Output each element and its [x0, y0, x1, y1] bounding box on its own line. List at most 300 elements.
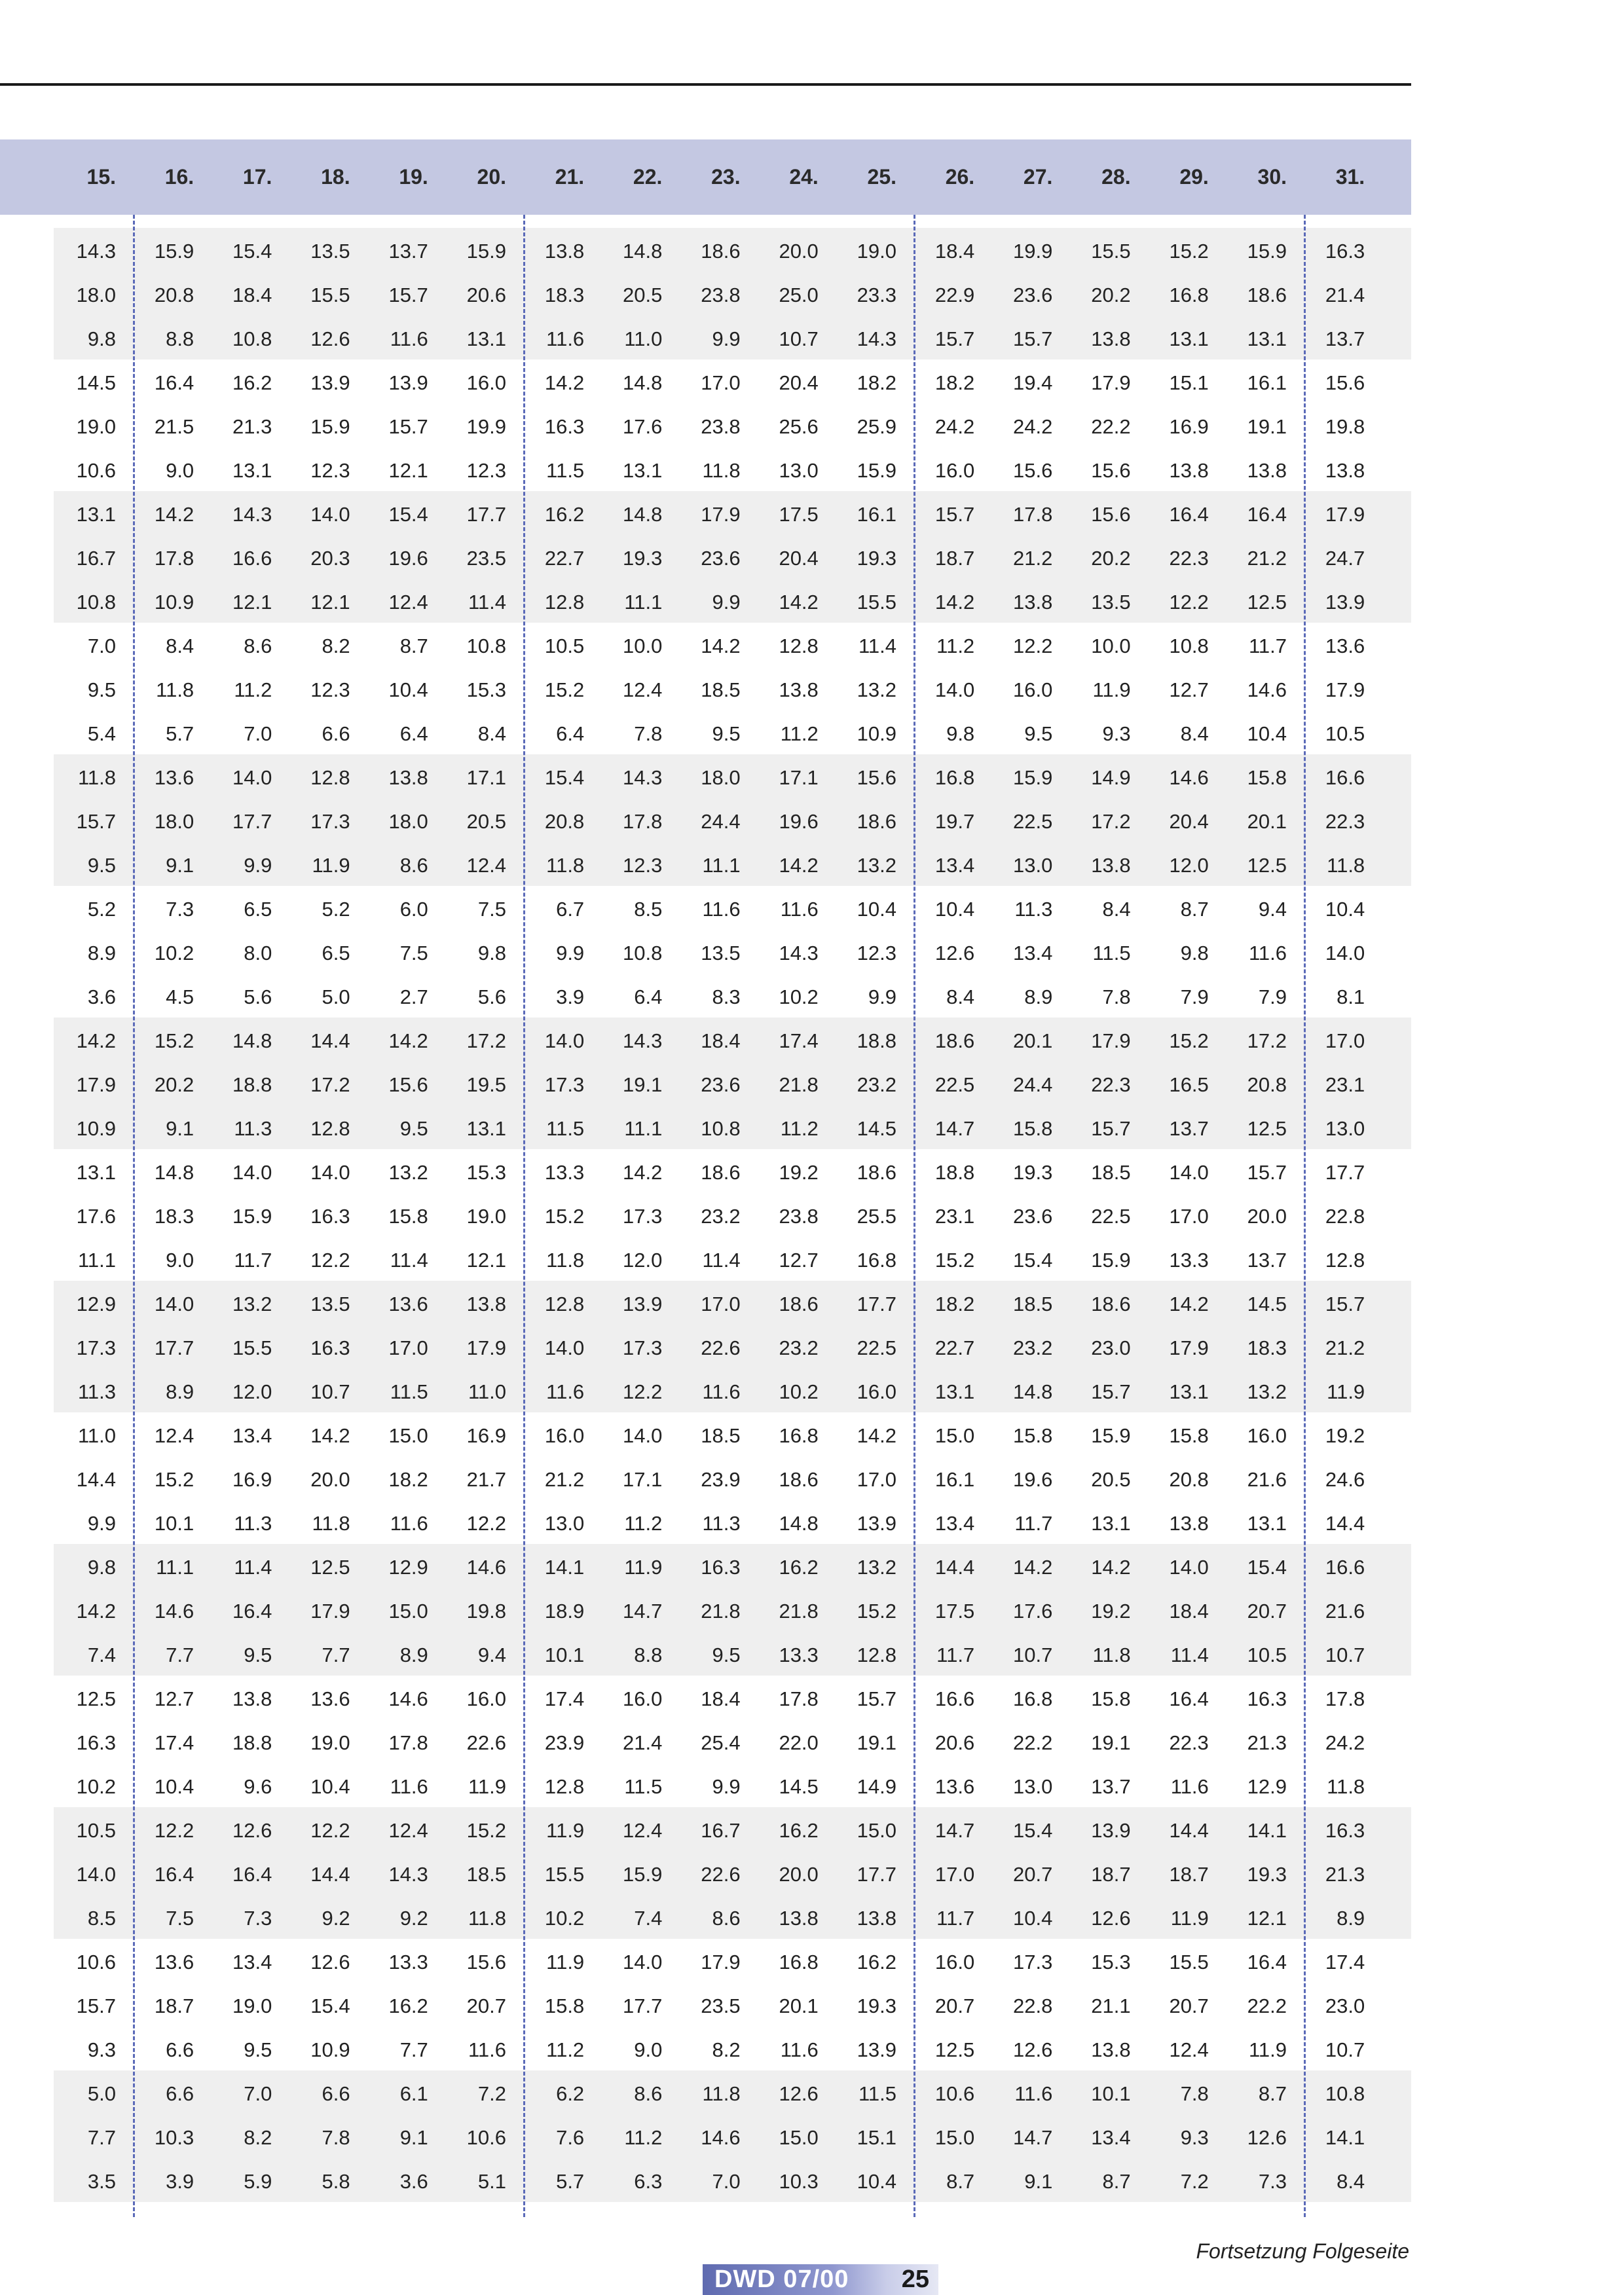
table-cell: 24.7	[1325, 547, 1365, 570]
table-cell: 13.1	[1247, 1512, 1287, 1535]
table-cell: 14.2	[154, 503, 194, 526]
table-cell: 11.4	[858, 634, 896, 657]
table-cell: 6.7	[556, 898, 585, 921]
table-cell: 8.4	[946, 985, 975, 1008]
table-cell: 16.0	[466, 1687, 506, 1710]
table-cell: 14.2	[779, 591, 819, 614]
table-cell: 13.4	[232, 1424, 272, 1447]
table-cell: 3.6	[399, 2170, 428, 2193]
table-cell: 20.8	[1169, 1468, 1209, 1491]
table-cell: 18.6	[934, 1029, 975, 1052]
table-cell: 20.2	[1091, 284, 1131, 306]
table-cell: 10.8	[466, 634, 506, 657]
table-cell: 11.3	[1014, 898, 1053, 921]
table-cell: 8.7	[946, 2170, 975, 2193]
table-cell: 3.9	[166, 2170, 194, 2193]
table-cell: 8.9	[1024, 985, 1053, 1008]
table-cell: 5.6	[244, 985, 272, 1008]
table-cell: 13.5	[1091, 591, 1131, 614]
table-cell: 14.6	[388, 1687, 428, 1710]
table-cell: 10.8	[1325, 2082, 1365, 2105]
top-rule	[0, 83, 1411, 86]
table-cell: 23.5	[466, 547, 506, 570]
table-cell: 25.6	[779, 415, 819, 438]
table-cell: 18.5	[466, 1863, 506, 1886]
table-cell: 18.2	[388, 1468, 428, 1491]
table-cell: 19.1	[1091, 1731, 1131, 1754]
table-cell: 18.6	[701, 240, 741, 263]
table-cell: 14.5	[1247, 1293, 1287, 1315]
table-cell: 13.2	[857, 678, 896, 701]
table-cell: 9.9	[712, 1775, 741, 1798]
table-cell: 17.6	[1013, 1600, 1053, 1623]
table-cell: 21.2	[1325, 1336, 1365, 1359]
table-cell: 8.0	[244, 942, 272, 964]
table-cell: 12.8	[1325, 1249, 1365, 1272]
table-cell: 17.1	[779, 766, 819, 789]
table-cell: 14.2	[76, 1029, 116, 1052]
table-cell: 15.7	[934, 503, 975, 526]
table-cell: 17.7	[857, 1863, 896, 1886]
table-cell: 16.3	[1325, 240, 1365, 263]
table-cell: 5.2	[87, 898, 116, 921]
table-cell: 23.2	[701, 1205, 741, 1228]
table-cell: 17.8	[388, 1731, 428, 1754]
table-cell: 19.1	[1247, 415, 1287, 438]
table-cell: 14.2	[623, 1161, 663, 1184]
table-cell: 12.8	[544, 1775, 585, 1798]
table-cell: 20.0	[310, 1468, 350, 1491]
table-cell: 10.7	[779, 327, 819, 350]
table-cell: 14.8	[623, 240, 663, 263]
table-cell: 15.7	[1091, 1117, 1131, 1140]
table-cell: 10.8	[623, 942, 663, 964]
table-cell: 8.9	[166, 1380, 194, 1403]
table-cell: 19.7	[934, 810, 975, 833]
table-cell: 11.7	[1248, 634, 1287, 657]
table-cell: 18.6	[701, 1161, 741, 1184]
table-cell: 11.6	[546, 1380, 585, 1403]
table-cell: 12.6	[310, 1951, 350, 1974]
column-header-day: 15.	[86, 165, 116, 189]
table-cell: 11.8	[546, 1249, 585, 1272]
table-cell: 24.2	[1325, 1731, 1365, 1754]
table-cell: 13.1	[1169, 327, 1209, 350]
table-cell: 23.1	[1325, 1073, 1365, 1096]
table-cell: 18.2	[934, 371, 975, 394]
table-cell: 10.6	[934, 2082, 975, 2105]
table-cell: 18.0	[154, 810, 194, 833]
table-cell: 10.4	[388, 678, 428, 701]
table-cell: 10.8	[76, 591, 116, 614]
table-cell: 11.4	[1170, 1643, 1209, 1666]
table-cell: 11.6	[390, 1512, 428, 1535]
table-cell: 13.1	[466, 327, 506, 350]
table-cell: 15.5	[1169, 1951, 1209, 1974]
table-cell: 6.1	[399, 2082, 428, 2105]
table-cell: 9.1	[166, 1117, 194, 1140]
table-cell: 7.3	[1258, 2170, 1287, 2193]
table-cell: 7.7	[87, 2126, 116, 2149]
table-cell: 16.2	[779, 1556, 819, 1579]
table-cell: 7.2	[477, 2082, 506, 2105]
table-cell: 13.1	[1169, 1380, 1209, 1403]
table-cell: 12.4	[388, 1819, 428, 1842]
table-cell: 16.3	[310, 1336, 350, 1359]
table-cell: 13.6	[154, 766, 194, 789]
table-cell: 11.9	[468, 1775, 506, 1798]
table-cell: 14.1	[1325, 2126, 1365, 2149]
table-cell: 17.3	[1013, 1951, 1053, 1974]
table-cell: 14.8	[232, 1029, 272, 1052]
table-cell: 12.2	[623, 1380, 663, 1403]
table-cell: 16.4	[232, 1863, 272, 1886]
table-cell: 17.9	[701, 1951, 741, 1974]
table-cell: 11.8	[77, 766, 116, 789]
table-cell: 13.6	[154, 1951, 194, 1974]
table-cell: 20.0	[779, 240, 819, 263]
table-cell: 11.6	[390, 327, 428, 350]
table-cell: 19.3	[623, 547, 663, 570]
table-cell: 10.4	[310, 1775, 350, 1798]
table-cell: 17.9	[466, 1336, 506, 1359]
table-cell: 5.0	[87, 2082, 116, 2105]
table-cell: 8.7	[399, 634, 428, 657]
table-cell: 10.6	[76, 459, 116, 482]
table-cell: 19.9	[466, 415, 506, 438]
table-cell: 22.5	[1013, 810, 1053, 833]
table-cell: 7.7	[322, 1643, 350, 1666]
table-cell: 19.3	[1013, 1161, 1053, 1184]
table-cell: 17.9	[1325, 503, 1365, 526]
table-cell: 9.3	[87, 2038, 116, 2061]
table-cell: 13.3	[544, 1161, 585, 1184]
table-cell: 21.2	[1247, 547, 1287, 570]
table-cell: 15.2	[154, 1468, 194, 1491]
table-cell: 20.7	[1013, 1863, 1053, 1886]
table-cell: 8.9	[399, 1643, 428, 1666]
table-cell: 22.8	[1325, 1205, 1365, 1228]
table-cell: 9.1	[1024, 2170, 1053, 2193]
table-cell: 18.5	[1013, 1293, 1053, 1315]
table-cell: 16.4	[154, 1863, 194, 1886]
table-cell: 16.3	[76, 1731, 116, 1754]
table-cell: 10.4	[857, 898, 896, 921]
table-cell: 13.3	[779, 1643, 819, 1666]
table-cell: 11.9	[624, 1556, 663, 1579]
table-cell: 22.3	[1091, 1073, 1131, 1096]
table-cell: 20.7	[1169, 1994, 1209, 2017]
table-cell: 14.6	[1169, 766, 1209, 789]
table-cell: 13.4	[934, 1512, 975, 1535]
table-cell: 11.2	[936, 634, 975, 657]
table-cell: 20.4	[779, 547, 819, 570]
table-cell: 15.7	[1013, 327, 1053, 350]
table-cell: 15.7	[1091, 1380, 1131, 1403]
table-cell: 9.3	[1180, 2126, 1209, 2149]
table-cell: 8.4	[1102, 898, 1131, 921]
table-cell: 13.0	[1013, 854, 1053, 877]
table-cell: 8.8	[166, 327, 194, 350]
table-cell: 13.6	[1325, 634, 1365, 657]
table-cell: 12.2	[154, 1819, 194, 1842]
table-cell: 9.8	[946, 722, 975, 745]
table-cell: 21.2	[1013, 547, 1053, 570]
table-cell: 16.8	[779, 1951, 819, 1974]
table-cell: 13.0	[544, 1512, 585, 1535]
table-cell: 17.9	[76, 1073, 116, 1096]
table-cell: 3.6	[87, 985, 116, 1008]
table-cell: 17.9	[1325, 678, 1365, 701]
table-cell: 19.3	[1247, 1863, 1287, 1886]
table-cell: 21.4	[1325, 284, 1365, 306]
table-cell: 9.9	[712, 327, 741, 350]
table-cell: 11.9	[1170, 1907, 1209, 1930]
table-cell: 18.3	[1247, 1336, 1287, 1359]
table-cell: 13.4	[1091, 2126, 1131, 2149]
table-cell: 15.9	[1013, 766, 1053, 789]
table-cell: 13.1	[232, 459, 272, 482]
table-cell: 22.9	[934, 284, 975, 306]
table-cell: 11.6	[702, 898, 741, 921]
table-cell: 14.1	[1247, 1819, 1287, 1842]
table-cell: 2.7	[399, 985, 428, 1008]
table-cell: 18.5	[701, 1424, 741, 1447]
table-cell: 20.4	[779, 371, 819, 394]
table-cell: 10.6	[466, 2126, 506, 2149]
table-cell: 19.0	[76, 415, 116, 438]
table-cell: 12.6	[934, 942, 975, 964]
table-cell: 11.6	[1248, 942, 1287, 964]
table-cell: 6.4	[634, 985, 663, 1008]
table-cell: 9.9	[712, 591, 741, 614]
table-cell: 22.2	[1247, 1994, 1287, 2017]
table-cell: 11.2	[624, 1512, 663, 1535]
table-cell: 17.9	[1169, 1336, 1209, 1359]
table-cell: 15.2	[544, 1205, 585, 1228]
table-cell: 13.9	[1325, 591, 1365, 614]
table-cell: 15.9	[1091, 1424, 1131, 1447]
table-cell: 11.7	[936, 1643, 975, 1666]
table-cell: 16.4	[1247, 1951, 1287, 1974]
table-cell: 14.2	[934, 591, 975, 614]
table-cell: 15.4	[544, 766, 585, 789]
table-cell: 21.6	[1325, 1600, 1365, 1623]
table-cell: 16.6	[934, 1687, 975, 1710]
table-cell: 15.9	[154, 240, 194, 263]
table-cell: 19.0	[857, 240, 896, 263]
table-cell: 11.8	[1327, 1775, 1365, 1798]
table-cell: 11.7	[1014, 1512, 1053, 1535]
table-cell: 9.5	[87, 854, 116, 877]
table-cell: 12.1	[1247, 1907, 1287, 1930]
table-cell: 15.6	[1325, 371, 1365, 394]
table-cell: 15.5	[857, 591, 896, 614]
table-cell: 11.5	[390, 1380, 428, 1403]
table-cell: 11.6	[780, 2038, 819, 2061]
table-cell: 18.4	[1169, 1600, 1209, 1623]
table-cell: 15.9	[466, 240, 506, 263]
table-cell: 20.5	[466, 810, 506, 833]
table-cell: 18.8	[857, 1029, 896, 1052]
table-cell: 15.8	[388, 1205, 428, 1228]
table-cell: 16.8	[857, 1249, 896, 1272]
table-cell: 21.1	[1091, 1994, 1131, 2017]
table-cell: 12.6	[779, 2082, 819, 2105]
table-cell: 7.0	[244, 2082, 272, 2105]
table-cell: 21.8	[779, 1600, 819, 1623]
table-cell: 15.7	[388, 284, 428, 306]
table-cell: 10.1	[544, 1643, 585, 1666]
table-cell: 17.0	[1169, 1205, 1209, 1228]
column-header-day: 31.	[1335, 165, 1365, 189]
table-cell: 20.6	[466, 284, 506, 306]
table-cell: 17.4	[779, 1029, 819, 1052]
table-cell: 12.6	[1013, 2038, 1053, 2061]
table-cell: 15.7	[857, 1687, 896, 1710]
table-cell: 11.6	[546, 327, 585, 350]
table-cell: 7.0	[87, 634, 116, 657]
table-cell: 22.5	[857, 1336, 896, 1359]
table-cell: 15.3	[466, 678, 506, 701]
table-cell: 7.5	[477, 898, 506, 921]
table-cell: 17.0	[1325, 1029, 1365, 1052]
table-cell: 14.7	[934, 1117, 975, 1140]
table-cell: 16.9	[232, 1468, 272, 1491]
table-cell: 15.4	[1247, 1556, 1287, 1579]
table-cell: 14.7	[1013, 2126, 1053, 2149]
table-cell: 16.6	[1325, 1556, 1365, 1579]
table-cell: 15.2	[1169, 1029, 1209, 1052]
table-cell: 8.7	[1258, 2082, 1287, 2105]
table-cell: 11.6	[780, 898, 819, 921]
table-cell: 12.2	[310, 1249, 350, 1272]
table-cell: 14.0	[154, 1293, 194, 1315]
table-cell: 7.4	[87, 1643, 116, 1666]
table-cell: 20.3	[310, 547, 350, 570]
table-cell: 16.4	[154, 371, 194, 394]
table-cell: 16.0	[1013, 678, 1053, 701]
table-cell: 16.8	[1169, 284, 1209, 306]
table-cell: 15.0	[779, 2126, 819, 2149]
table-cell: 22.3	[1169, 1731, 1209, 1754]
table-cell: 13.9	[388, 371, 428, 394]
table-cell: 7.5	[166, 1907, 194, 1930]
table-cell: 13.6	[388, 1293, 428, 1315]
table-cell: 12.1	[232, 591, 272, 614]
table-cell: 12.2	[466, 1512, 506, 1535]
table-cell: 16.6	[1325, 766, 1365, 789]
table-cell: 13.7	[1091, 1775, 1131, 1798]
table-cell: 22.3	[1169, 547, 1209, 570]
table-cell: 7.7	[399, 2038, 428, 2061]
table-cell: 14.3	[623, 1029, 663, 1052]
table-cell: 22.5	[1091, 1205, 1131, 1228]
column-header-day: 24.	[789, 165, 819, 189]
table-cell: 7.8	[1180, 2082, 1209, 2105]
table-cell: 5.8	[322, 2170, 350, 2193]
table-cell: 8.6	[712, 1907, 741, 1930]
table-cell: 8.5	[87, 1907, 116, 1930]
table-cell: 15.1	[857, 2126, 896, 2149]
table-cell: 10.5	[544, 634, 585, 657]
table-cell: 15.8	[1169, 1424, 1209, 1447]
table-cell: 13.9	[857, 1512, 896, 1535]
table-cell: 18.8	[934, 1161, 975, 1184]
table-cell: 8.9	[87, 942, 116, 964]
table-cell: 11.1	[77, 1249, 116, 1272]
table-cell: 15.2	[934, 1249, 975, 1272]
table-cell: 11.2	[780, 722, 819, 745]
table-cell: 7.5	[399, 942, 428, 964]
table-cell: 12.4	[1169, 2038, 1209, 2061]
table-cell: 10.9	[310, 2038, 350, 2061]
table-cell: 13.4	[934, 854, 975, 877]
table-cell: 14.4	[1325, 1512, 1365, 1535]
table-cell: 11.8	[702, 459, 741, 482]
table-cell: 8.9	[1337, 1907, 1365, 1930]
table-cell: 10.8	[232, 327, 272, 350]
table-cell: 23.1	[934, 1205, 975, 1228]
table-cell: 15.5	[310, 284, 350, 306]
table-cell: 17.9	[1091, 1029, 1131, 1052]
table-cell: 11.4	[702, 1249, 741, 1272]
table-cell: 15.6	[1091, 503, 1131, 526]
table-cell: 11.4	[468, 591, 506, 614]
table-cell: 12.5	[76, 1687, 116, 1710]
table-cell: 19.0	[310, 1731, 350, 1754]
table-cell: 16.2	[544, 503, 585, 526]
table-cell: 14.4	[310, 1029, 350, 1052]
table-cell: 18.7	[1091, 1863, 1131, 1886]
table-cell: 16.1	[1247, 371, 1287, 394]
table-cell: 7.8	[634, 722, 663, 745]
table-cell: 10.8	[1169, 634, 1209, 657]
table-cell: 10.5	[76, 1819, 116, 1842]
table-cell: 16.8	[1013, 1687, 1053, 1710]
table-cell: 14.5	[779, 1775, 819, 1798]
table-cell: 16.0	[1247, 1424, 1287, 1447]
table-cell: 12.2	[1169, 591, 1209, 614]
table-cell: 11.9	[1092, 678, 1131, 701]
table-cell: 17.3	[623, 1336, 663, 1359]
table-cell: 19.4	[1013, 371, 1053, 394]
table-cell: 19.0	[466, 1205, 506, 1228]
table-cell: 16.0	[934, 459, 975, 482]
table-cell: 14.0	[310, 503, 350, 526]
table-cell: 12.0	[1169, 854, 1209, 877]
table-cell: 11.1	[624, 591, 663, 614]
table-cell: 16.0	[623, 1687, 663, 1710]
table-cell: 14.8	[154, 1161, 194, 1184]
table-cell: 16.9	[466, 1424, 506, 1447]
table-cell: 15.9	[857, 459, 896, 482]
table-cell: 18.4	[232, 284, 272, 306]
table-cell: 18.0	[701, 766, 741, 789]
table-cell: 16.9	[1169, 415, 1209, 438]
table-cell: 22.6	[466, 1731, 506, 1754]
table-cell: 11.8	[468, 1907, 506, 1930]
table-cell: 8.7	[1180, 898, 1209, 921]
table-cell: 15.9	[623, 1863, 663, 1886]
table-cell: 22.7	[544, 547, 585, 570]
table-cell: 18.6	[779, 1468, 819, 1491]
table-cell: 18.4	[701, 1029, 741, 1052]
table-cell: 10.9	[76, 1117, 116, 1140]
table-cell: 19.6	[388, 547, 428, 570]
table-cell: 10.2	[154, 942, 194, 964]
column-header-day: 17.	[242, 165, 272, 189]
